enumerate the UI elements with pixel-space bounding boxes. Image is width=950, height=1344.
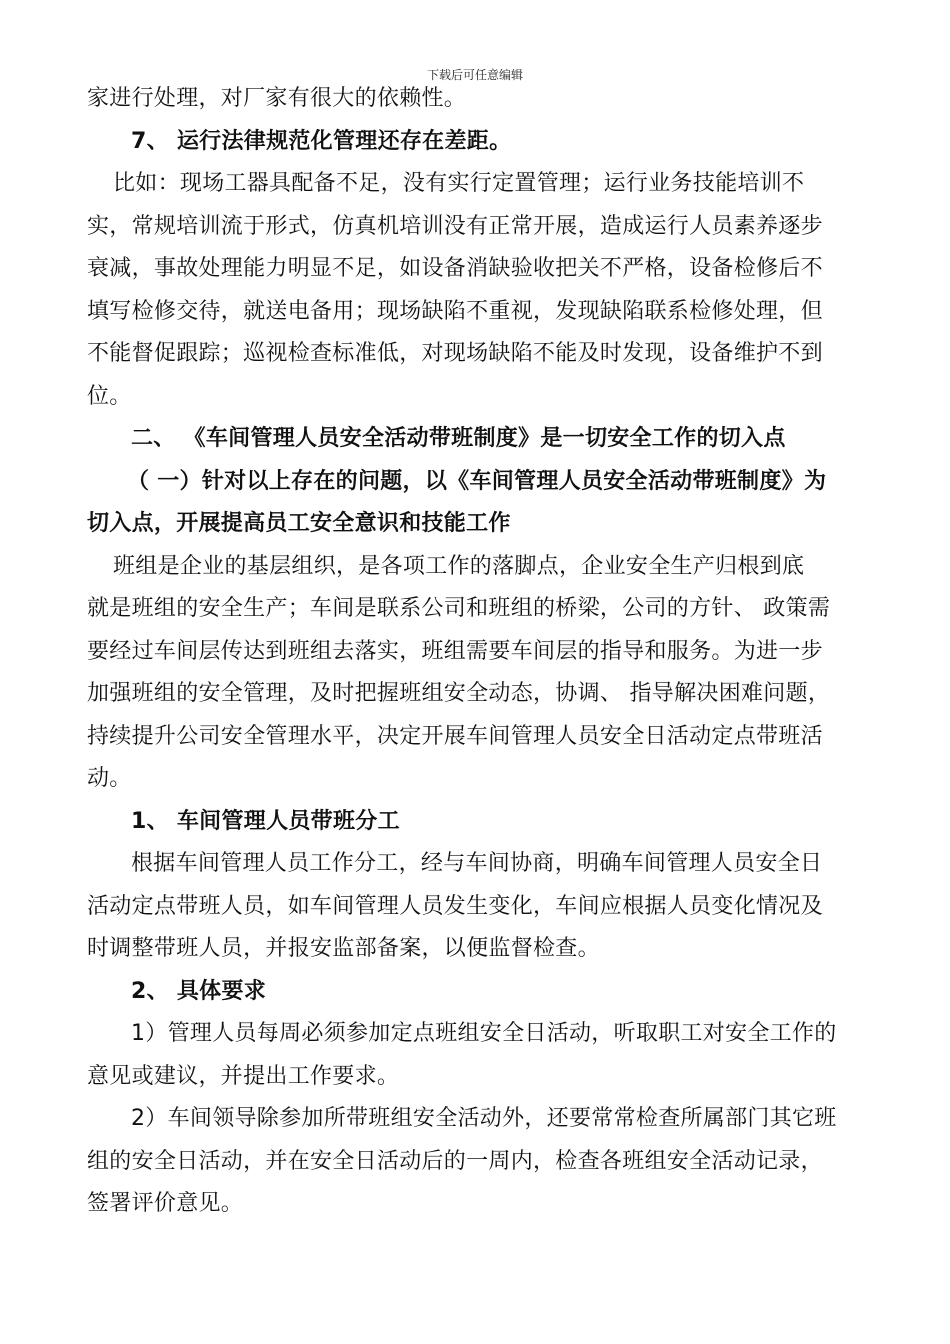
paragraph-line: 时调整带班人员，并报安监部备案，以便监督检查。	[87, 936, 600, 961]
paragraph-line: 比如：现场工器具配备不足，没有实行定置管理；运行业务技能培训不	[113, 171, 805, 196]
paragraph-line: 家进行处理，对厂家有很大的依赖性。	[87, 86, 467, 111]
document-body	[87, 78, 867, 1226]
paragraph-line: 位。	[87, 383, 132, 409]
page-header-note: 下载后可任意编辑	[426, 68, 523, 82]
paragraph-line: 衰减，事故处理能力明显不足，如设备消缺验收把关不严格，设备检修后不	[87, 256, 823, 281]
paragraph-line: 组的安全日活动，并在安全日活动后的一周内，检查各班组安全活动记录，	[87, 1148, 823, 1174]
paragraph-line: 活动定点带班人员，如车间管理人员发生变化，车间应根据人员变化情况及	[87, 893, 823, 919]
paragraph-line: 班组是企业的基层组织，是各项工作的落脚点，企业安全生产归根到底	[113, 553, 805, 579]
paragraph-line: 实，常规培训流于形式，仿真机培训没有正常开展，造成运行人员素养逐步	[87, 213, 823, 239]
paragraph-line: 不能督促跟踪；巡视检查标准低，对现场缺陷不能及时发现，设备维护不到	[87, 341, 823, 366]
paragraph-line: 动。	[87, 766, 132, 791]
paragraph-line: 根据车间管理人员工作分工，经与车间协商，明确车间管理人员安全日	[131, 851, 823, 876]
section-heading: 二、 《车间管理人员安全活动带班制度》是一切安全工作的切入点	[131, 426, 786, 451]
section-heading: 2、 具体要求	[131, 978, 267, 1004]
paragraph-line: 加强班组的安全管理，及时把握班组安全动态，协调、 指导解决困难问题，	[87, 681, 831, 706]
paragraph-line: 2）车间领导除参加所带班组安全活动外，还要常常检查所属部门其它班	[131, 1106, 837, 1131]
subsection-heading-cont: 切入点，开展提高员工安全意识和技能工作	[87, 511, 511, 536]
paragraph-line: 签署评价意见。	[87, 1191, 244, 1216]
paragraph-line: 就是班组的安全生产；车间是联系公司和班组的桥梁，公司的方针、 政策需	[87, 596, 831, 621]
paragraph-line: 持续提升公司安全管理水平，决定开展车间管理人员安全日活动定点带班活	[87, 723, 823, 749]
paragraph-line: 1）管理人员每周必须参加定点班组安全日活动，听取职工对安全工作的	[131, 1021, 837, 1046]
section-heading: 7、 运行法律规范化管理还存在差距。	[131, 128, 512, 154]
subsection-heading: （ 一）针对以上存在的问题，以《车间管理人员安全活动带班制度》为	[127, 468, 827, 494]
paragraph-line: 意见或建议，并提出工作要求。	[87, 1063, 400, 1089]
paragraph-line: 要经过车间层传达到班组去落实，班组需要车间层的指导和服务。为进一步	[87, 638, 823, 664]
paragraph-line: 填写检修交待，就送电备用；现场缺陷不重视，发现缺陷联系检修处理，但	[87, 298, 823, 324]
section-heading: 1、 车间管理人员带班分工	[131, 808, 400, 834]
